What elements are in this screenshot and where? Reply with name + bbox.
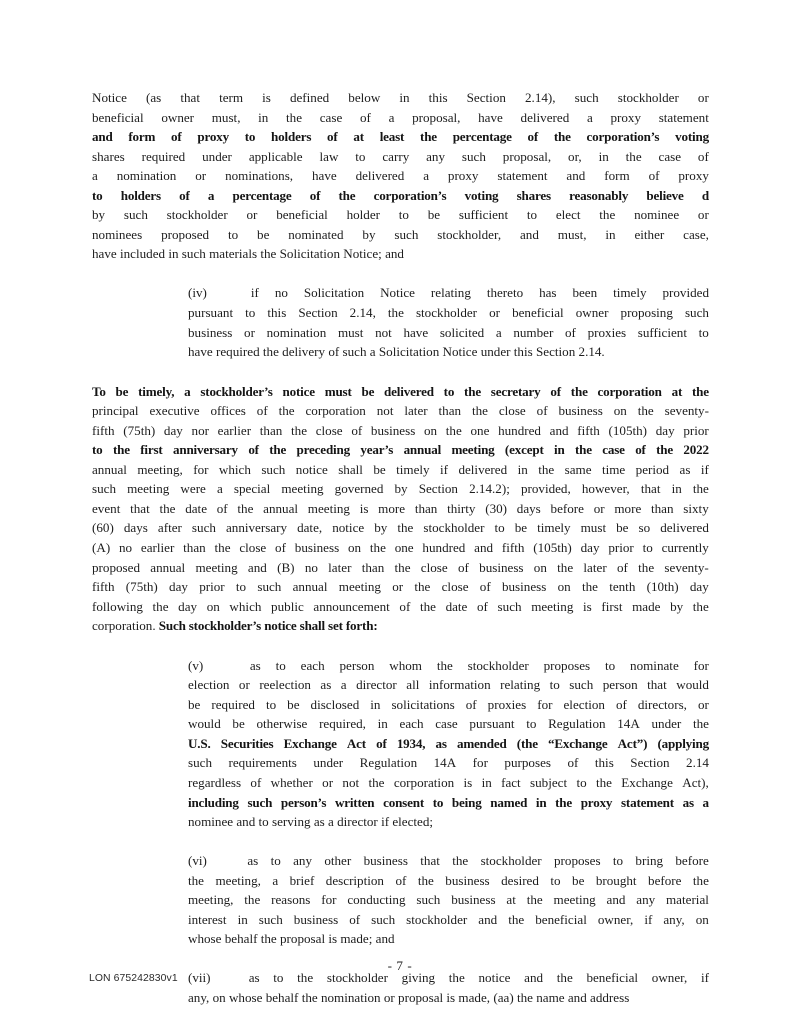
clause-vi [92, 851, 709, 949]
page-number: - 7 - [387, 958, 413, 973]
clause-text [188, 968, 709, 1007]
text-line: proposed annual meeting and (B) no later than the close of business on the later of the seventy- [92, 559, 709, 575]
text-line: following the day on which public announcement of the date of such meeting is first made by the [92, 598, 709, 614]
text-line: (vii) as to the stockholder giving the notice and the beneficial owner, if [188, 968, 709, 988]
text-line: and form of proxy to holders of at least the percentage of the corporation’s voting [92, 129, 709, 145]
text-line: such requirements under Regulation 14A for purposes of this Section 2.14 [188, 755, 709, 771]
text-line: by such stockholder or beneficial holder to be sufficient to elect the nominee or [92, 207, 709, 223]
text-line: to the first anniversary of the preceding year’s annual meeting (except in the case of the 2022 [92, 442, 709, 458]
clause-vii [92, 968, 709, 1007]
text-line: fifth (75th) day nor earlier than the close of business on the one hundred and fifth (105th) day prior [92, 422, 709, 438]
text-line: be required to be disclosed in solicitations of proxies for election of directors, or [188, 696, 709, 712]
text-line: regardless of whether or not the corporation is in fact subject to the Exchange Act), [188, 775, 709, 790]
text-line: (60) days after such anniversary date, notice by the stockholder to be timely must be so delivered [92, 520, 709, 536]
text-line: nominee and to serving as a director if elected; [188, 814, 434, 830]
clause-numeral: (vii) [188, 970, 211, 986]
text-line: have included in such materials the Solicitation Notice; and [92, 246, 404, 262]
text-line: including such person’s written consent to being named in the proxy statement as a [188, 794, 709, 810]
text-line: Notice (as that term is defined below in this Section 2.14), such stockholder or [92, 90, 709, 105]
clause-numeral: (iv) [188, 285, 207, 301]
paragraph-timeliness [92, 382, 709, 636]
text-line: meeting, the reasons for conducting such business at the meeting and any material [188, 892, 709, 908]
document-reference: LON 675242830v1 [89, 973, 178, 984]
text-line: such meeting were a special meeting governed by Section 2.14.2); provided, however, that in the [92, 481, 709, 497]
clause-numeral: (v) [188, 657, 204, 673]
text-line: whose behalf the proposal is made; and [188, 931, 395, 947]
text-line: shares required under applicable law to carry any such proposal, or, in the case of [92, 148, 709, 164]
text-line: would be otherwise required, in each case pursuant to Regulation 14A under the [188, 716, 709, 732]
text-line: U.S. Securities Exchange Act of 1934, as amended (the “Exchange Act”) (applying [188, 735, 709, 751]
text-line: principal executive offices of the corporation not later than the close of business on the seventy- [92, 403, 709, 419]
clause-numeral: (vi) [188, 853, 207, 869]
text-line: pursuant to this Section 2.14, the stockholder or beneficial owner proposing such [188, 304, 709, 320]
text-line: fifth (75th) day prior to such annual meeting or the close of business on the tenth (10th) day [92, 579, 709, 595]
text-line: election or reelection as a director all information relating to such person that would [188, 677, 709, 693]
text-line: nominees proposed to be nominated by such stockholder, and must, in either case, [92, 226, 709, 242]
text-line: a nomination or nominations, have delivered a proxy statement and form of proxy [92, 168, 709, 184]
text-line: (vi) as to any other business that the stockholder proposes to bring before [188, 851, 709, 871]
text-line: corporation. Such stockholder’s notice shall set forth: [92, 618, 378, 634]
text-line: interest in such business of such stockholder and the beneficial owner, if any, on [188, 911, 709, 927]
text-line: (iv) if no Solicitation Notice relating thereto has been timely provided [188, 283, 709, 303]
text-line: To be timely, a stockholder’s notice must be delivered to the secretary of the corporation at the [92, 383, 709, 399]
clause-text [188, 283, 709, 361]
text-line: to holders of a percentage of the corporation’s voting shares reasonably believe d [92, 187, 709, 203]
clause-text [188, 656, 709, 832]
text-line: business or nomination must not have solicited a number of proxies sufficient to [188, 324, 709, 340]
text-line: (v) as to each person whom the stockholder proposes to nominate for [188, 656, 709, 676]
text-line: have required the delivery of such a Solicitation Notice under this Section 2.14. [188, 344, 605, 360]
clause-v [92, 656, 709, 832]
clause-iv [92, 283, 709, 361]
text-line: beneficial owner must, in the case of a proposal, have delivered a proxy statement [92, 109, 709, 125]
text-line: (A) no earlier than the close of business on the one hundred and fifth (105th) day prior to currently [92, 539, 709, 555]
document-body [92, 88, 709, 1007]
text-line: any, on whose behalf the nomination or proposal is made, (aa) the name and address [188, 989, 630, 1005]
text-line: event that the date of the annual meeting is more than thirty (30) days before or more than sixty [92, 500, 709, 516]
text-run: Such stockholder’s notice shall set forth: [155, 618, 378, 634]
text-line: the meeting, a brief description of the business desired to be brought before the [188, 872, 709, 888]
paragraph-continuation [92, 88, 709, 264]
text-line: annual meeting, for which such notice shall be timely if delivered in the same time period as if [92, 461, 709, 477]
clause-text [188, 851, 709, 949]
